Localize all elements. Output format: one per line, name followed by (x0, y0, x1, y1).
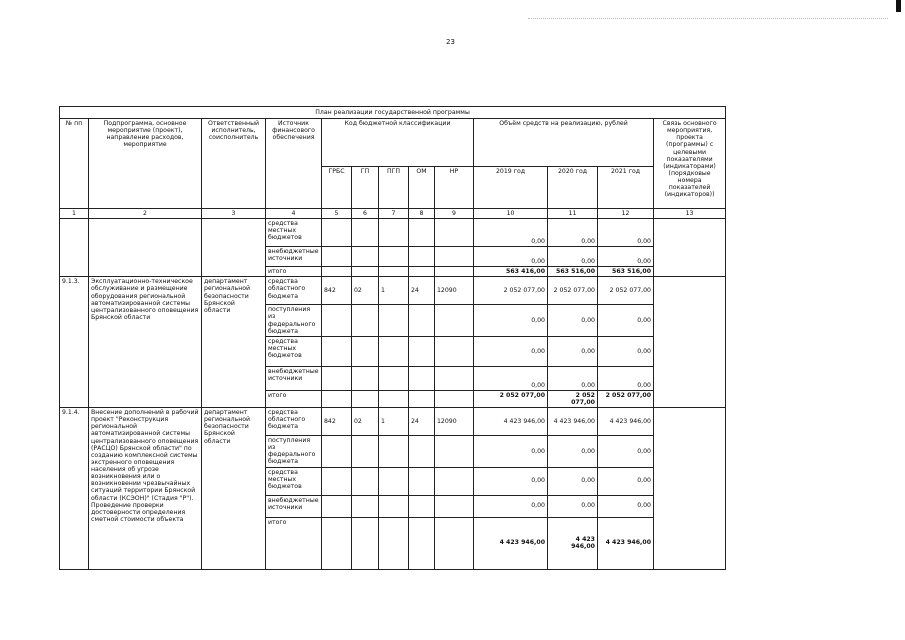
table-caption: План реализации государственной программы (60, 107, 726, 119)
code-nr: 12090 (435, 408, 474, 436)
source-local: средства местных бюджетов (266, 336, 322, 366)
source-federal: поступления из федерального бюджета (266, 436, 322, 468)
col-number: 3 (202, 209, 266, 219)
value-2019: 0,00 (474, 436, 548, 468)
cell-empty (202, 219, 266, 277)
col-number: 5 (322, 209, 352, 219)
col-number: 10 (474, 209, 548, 219)
header-num: № пп (60, 119, 89, 209)
value-2021: 0,00 (598, 495, 654, 517)
total-2020: 2 052 077,00 (548, 390, 598, 407)
header-2020: 2020 год (548, 167, 598, 209)
header-source: Источник финансового обеспечения (266, 119, 322, 209)
value-2020: 2 052 077,00 (548, 277, 598, 305)
scan-noise-line (528, 18, 888, 19)
value-2021: 2 052 077,00 (598, 277, 654, 305)
code-om: 24 (409, 408, 435, 436)
value-2020: 0,00 (548, 247, 598, 267)
cell-empty (89, 219, 202, 277)
cell-empty (60, 219, 89, 277)
code-pgp: 1 (379, 408, 409, 436)
value-2020: 0,00 (548, 467, 598, 495)
value-2019: 0,00 (474, 247, 548, 267)
col-number: 13 (654, 209, 726, 219)
column-number-row (60, 209, 726, 219)
row-number: 9.1.4. (60, 408, 89, 570)
total-2019: 563 416,00 (474, 267, 548, 277)
source-regional: средства областного бюджета (266, 408, 322, 436)
program-plan-table (59, 106, 726, 570)
header-gp: ГП (352, 167, 379, 209)
scan-edge-mark (896, 0, 901, 12)
header-grbs: ГРБС (322, 167, 352, 209)
header-budget-code: Код бюджетной классификации (322, 119, 474, 167)
code-grbs: 842 (322, 277, 352, 305)
value-2021: 0,00 (598, 219, 654, 247)
value-2019: 2 052 077,00 (474, 277, 548, 305)
cell-empty (654, 277, 726, 408)
col-number: 6 (352, 209, 379, 219)
cell-empty (654, 408, 726, 570)
total-2021: 4 423 946,00 (598, 517, 654, 569)
source-local: средства местных бюджетов (266, 467, 322, 495)
value-2021: 0,00 (598, 336, 654, 366)
value-2020: 0,00 (548, 495, 598, 517)
table-row (60, 277, 726, 305)
code-gp: 02 (352, 277, 379, 305)
col-number: 11 (548, 209, 598, 219)
total-2020: 4 423 946,00 (548, 517, 598, 569)
value-2021: 0,00 (598, 247, 654, 267)
source-total: итого (266, 390, 322, 407)
col-number: 8 (409, 209, 435, 219)
cell-empty (654, 219, 726, 277)
value-2019: 0,00 (474, 366, 548, 390)
value-2019: 0,00 (474, 219, 548, 247)
header-link: Связь основного мероприятия, проекта (программы) с целевыми показателями (индикаторами) (порядковые номера показателей (индикаторов)) (654, 119, 726, 209)
code-gp: 02 (352, 408, 379, 436)
header-om: ОМ (409, 167, 435, 209)
source-regional: средства областного бюджета (266, 277, 322, 305)
header-nr: НР (435, 167, 474, 209)
table-row (60, 408, 726, 436)
page-number: 23 (446, 38, 455, 46)
total-2020: 563 516,00 (548, 267, 598, 277)
col-number: 7 (379, 209, 409, 219)
source-total: итого (266, 267, 322, 277)
code-nr: 12090 (435, 277, 474, 305)
total-2019: 4 423 946,00 (474, 517, 548, 569)
header-responsible: Ответственный исполнитель, соисполнитель (202, 119, 266, 209)
value-2021: 0,00 (598, 436, 654, 468)
value-2020: 0,00 (548, 305, 598, 337)
value-2019: 4 423 946,00 (474, 408, 548, 436)
value-2019: 0,00 (474, 305, 548, 337)
header-volume: Объём средств на реализацию, рублей (474, 119, 654, 167)
source-federal: поступления из федерального бюджета (266, 305, 322, 337)
col-number: 12 (598, 209, 654, 219)
responsible-executor: департамент региональной безопасности Брянской области (202, 277, 266, 408)
col-number: 9 (435, 209, 474, 219)
code-om: 24 (409, 277, 435, 305)
value-2020: 0,00 (548, 366, 598, 390)
total-2021: 563 516,00 (598, 267, 654, 277)
col-number: 4 (266, 209, 322, 219)
value-2019: 0,00 (474, 467, 548, 495)
value-2020: 0,00 (548, 219, 598, 247)
measure-name: Внесение дополнений в рабочий проект "Реконструкция региональной автоматизированной системы централизованного оповещения (РАСЦО) Брянской области" по созданию комплексной системы экстренного оповещения населения об угрозе возникновения или о возникновении чрезвычайных ситуаций территории Брянской области (КСЭОН)" (Стадия "Р"). Проведение проверки достоверности определения сметной стоимости объекта (89, 408, 202, 570)
header-2019: 2019 год (474, 167, 548, 209)
header-name: Подпрограмма, основное мероприятие (проект), направление расходов, мероприятие (89, 119, 202, 209)
source-total: итого (266, 517, 322, 569)
responsible-executor: департамент региональной безопасности Брянской области (202, 408, 266, 570)
total-2021: 2 052 077,00 (598, 390, 654, 407)
value-2020: 0,00 (548, 336, 598, 366)
col-number: 1 (60, 209, 89, 219)
source-extra: внебюджетные источники (266, 495, 322, 517)
row-number: 9.1.3. (60, 277, 89, 408)
value-2019: 0,00 (474, 336, 548, 366)
value-2020: 4 423 946,00 (548, 408, 598, 436)
value-2019: 0,00 (474, 495, 548, 517)
source-local: средства местных бюджетов (266, 219, 322, 247)
source-extra: внебюджетные источники (266, 366, 322, 390)
value-2021: 0,00 (598, 366, 654, 390)
header-pgp: ПГП (379, 167, 409, 209)
total-2019: 2 052 077,00 (474, 390, 548, 407)
header-2021: 2021 год (598, 167, 654, 209)
table-row (60, 219, 726, 247)
code-pgp: 1 (379, 277, 409, 305)
source-extra: внебюджетные источники (266, 247, 322, 267)
code-grbs: 842 (322, 408, 352, 436)
value-2021: 0,00 (598, 467, 654, 495)
value-2020: 0,00 (548, 436, 598, 468)
value-2021: 4 423 946,00 (598, 408, 654, 436)
measure-name: Эксплуатационно-техническое обслуживание и размещение оборудования региональной автоматизированной системы централизованного оповещения Брянской области (89, 277, 202, 408)
col-number: 2 (89, 209, 202, 219)
value-2021: 0,00 (598, 305, 654, 337)
